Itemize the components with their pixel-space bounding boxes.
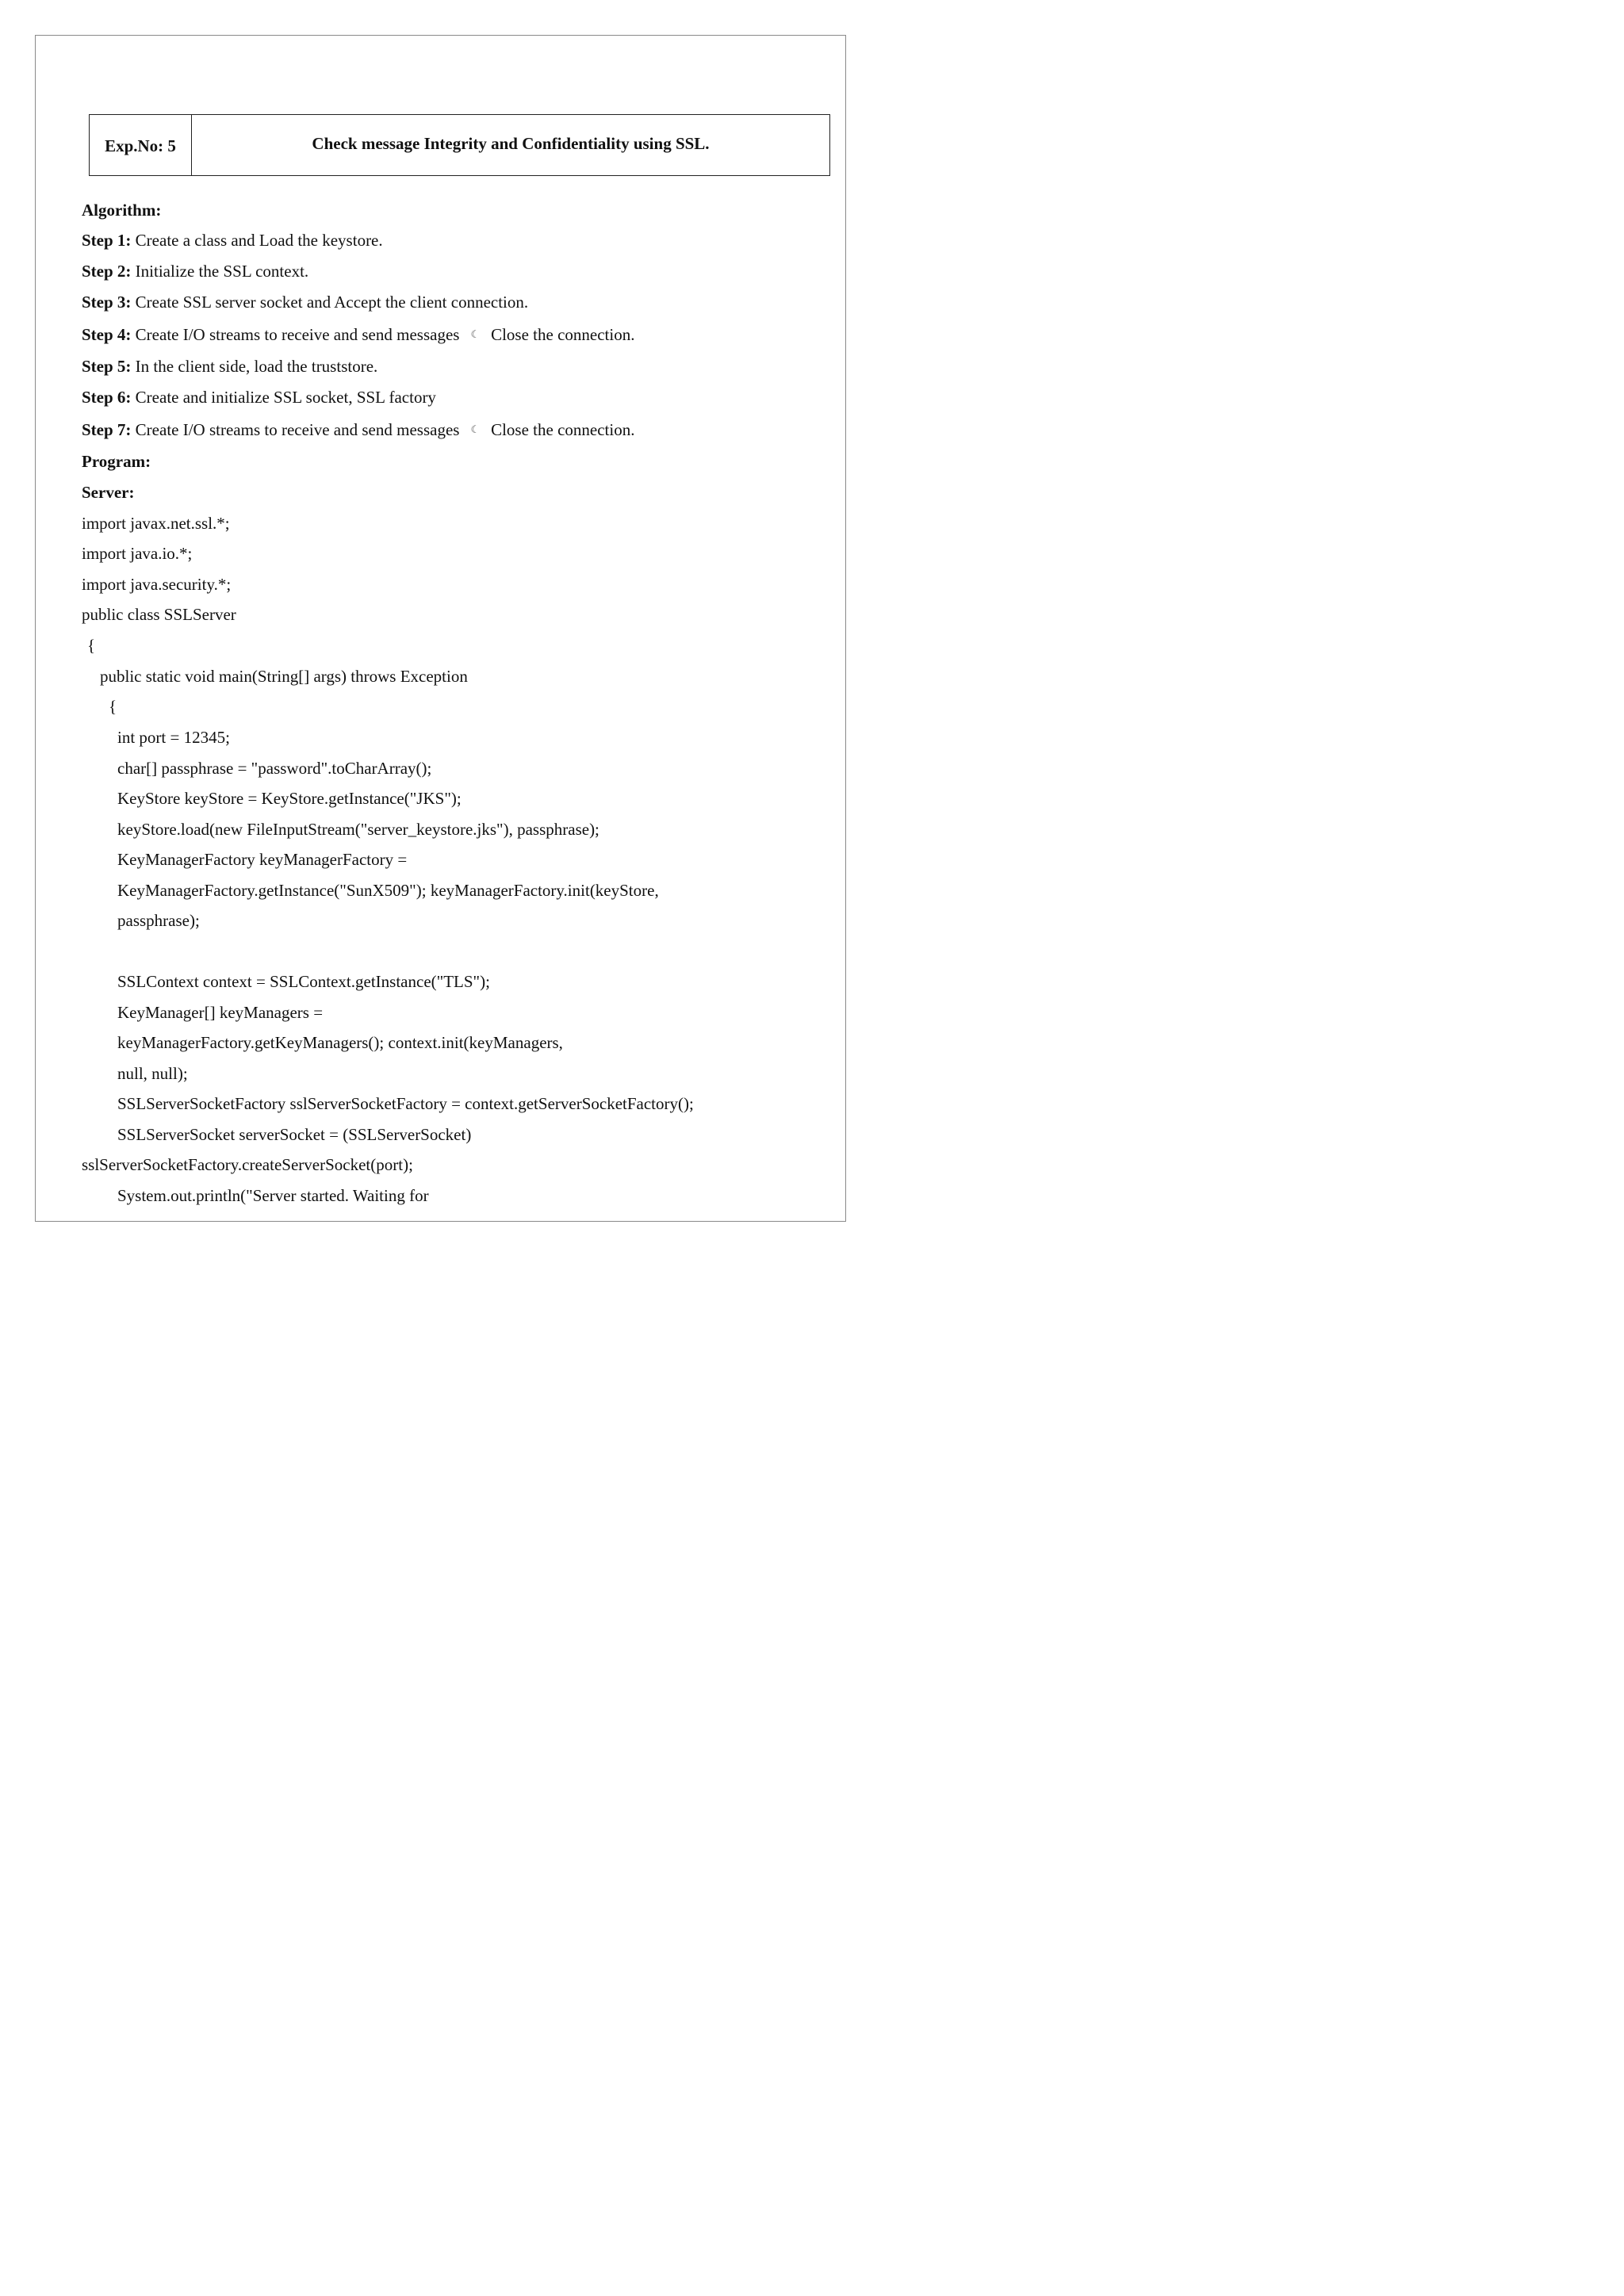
code-line: { bbox=[87, 636, 96, 655]
code-line: KeyManagerFactory.getInstance("SunX509"); keyManagerFactory.init(keyStore, bbox=[117, 881, 659, 900]
code-line: keyStore.load(new FileInputStream("server_keystore.jks"), passphrase); bbox=[117, 820, 599, 839]
step-label: Step 3: bbox=[82, 293, 132, 312]
step-text: Create I/O streams to receive and send messages bbox=[135, 325, 460, 344]
algorithm-step bbox=[82, 262, 308, 281]
step-text: In the client side, load the truststore. bbox=[135, 357, 378, 376]
code-line: KeyManager[] keyManagers = bbox=[117, 1003, 324, 1022]
code-line: null, null); bbox=[117, 1064, 188, 1083]
algorithm-heading: Algorithm: bbox=[82, 201, 162, 220]
algorithm-step bbox=[82, 325, 634, 345]
step-text: Create and initialize SSL socket, SSL factory bbox=[135, 388, 436, 407]
step-text: Create SSL server socket and Accept the client connection. bbox=[135, 293, 529, 312]
program-heading: Program: bbox=[82, 452, 151, 471]
code-line: SSLServerSocket serverSocket = (SSLServerSocket) bbox=[117, 1125, 472, 1144]
step-label: Step 4: bbox=[82, 325, 132, 344]
algorithm-step bbox=[82, 388, 436, 407]
code-line: KeyStore keyStore = KeyStore.getInstance("JKS"); bbox=[117, 789, 462, 808]
algorithm-step bbox=[82, 357, 377, 376]
code-line: int port = 12345; bbox=[117, 728, 230, 747]
code-line: SSLServerSocketFactory sslServerSocketFactory = context.getServerSocketFactory(); bbox=[117, 1094, 694, 1113]
code-line: passphrase); bbox=[117, 911, 200, 930]
algorithm-step bbox=[82, 293, 528, 312]
step-label: Step 6: bbox=[82, 388, 132, 407]
code-line: public class SSLServer bbox=[82, 605, 236, 624]
code-line: sslServerSocketFactory.createServerSocket(port); bbox=[82, 1155, 413, 1174]
code-line: KeyManagerFactory keyManagerFactory = bbox=[117, 850, 408, 869]
algorithm-step bbox=[82, 420, 634, 440]
code-line: { bbox=[109, 697, 117, 716]
step-text-after: Close the connection. bbox=[491, 325, 635, 344]
experiment-title: Check message Integrity and Confidentiality using SSL. bbox=[312, 134, 710, 153]
code-line: import java.io.*; bbox=[82, 544, 193, 563]
code-line: public static void main(String[] args) throws Exception bbox=[100, 667, 468, 686]
moon-glyph-icon: ☾ bbox=[470, 329, 481, 341]
step-text: Create a class and Load the keystore. bbox=[135, 231, 383, 250]
experiment-header bbox=[89, 114, 830, 176]
experiment-number: Exp.No: 5 bbox=[90, 115, 192, 175]
code-line: keyManagerFactory.getKeyManagers(); context.init(keyManagers, bbox=[117, 1033, 563, 1052]
step-label: Step 1: bbox=[82, 231, 132, 250]
code-line: import javax.net.ssl.*; bbox=[82, 514, 230, 533]
step-label: Step 2: bbox=[82, 262, 132, 281]
step-text: Initialize the SSL context. bbox=[135, 262, 309, 281]
step-text-after: Close the connection. bbox=[491, 420, 635, 439]
code-line: SSLContext context = SSLContext.getInstance("TLS"); bbox=[117, 972, 490, 991]
algorithm-step bbox=[82, 231, 383, 250]
step-label: Step 5: bbox=[82, 357, 132, 376]
code-line: import java.security.*; bbox=[82, 575, 232, 594]
code-line: char[] passphrase = "password".toCharArray(); bbox=[117, 759, 432, 778]
server-heading: Server: bbox=[82, 483, 135, 502]
moon-glyph-icon: ☾ bbox=[470, 424, 481, 436]
step-text: Create I/O streams to receive and send messages bbox=[135, 420, 460, 439]
step-label: Step 7: bbox=[82, 420, 132, 439]
code-line: System.out.println("Server started. Waiting for bbox=[117, 1186, 429, 1205]
